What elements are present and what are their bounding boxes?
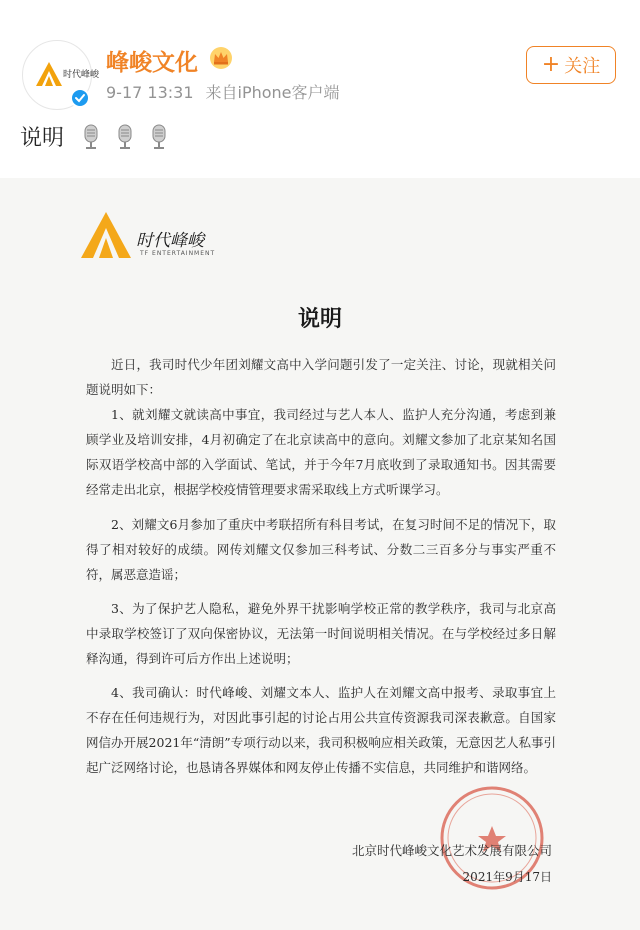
document-paragraph: 4、我司确认：时代峰峻、刘耀文本人、监护人在刘耀文高中报考、录取事宜上不存在任何违规行为，对因此事引起的讨论占用公共宣传资源我司深表歉意。自国家网信办开展2021年“清朗”专项行动以来，我司积极响应相关政策，无意因艺人私事引起广泛网络讨论，也恳请各界媒体和网友停止传播不实信息，共同维护和谐网络。	[86, 685, 556, 775]
post-time: 9-17 13:31	[106, 83, 194, 102]
document-title: 说明	[297, 307, 342, 332]
avatar-brand-text: 时代峰峻	[63, 70, 100, 80]
microphone-icon	[150, 124, 168, 150]
follow-button[interactable]	[526, 46, 616, 84]
signature-organization: 北京时代峰峻文化艺术发展有限公司	[351, 843, 552, 858]
microphone-icon	[82, 124, 100, 150]
author-name[interactable]: 峰峻文化	[106, 50, 198, 76]
statement-document-image[interactable]	[0, 178, 640, 930]
document-paragraph: 3、为了保护艺人隐私，避免外界干扰影响学校正常的教学秩序，我司与北京高中录取学校签订了双向保密协议，无法第一时间说明相关情况。在与学校经过多日解释沟通，得到许可后方作出上述说明；	[86, 601, 556, 666]
document-paragraph: 1、就刘耀文就读高中事宜，我司经过与艺人本人、监护人充分沟通，考虑到兼顾学业及培训安排，4月初确定了在北京读高中的意向。刘耀文参加了北京某知名国际双语学校高中部的入学面试、笔试，并于今年7月底收到了录取通知书。因其需要经常走出北京，根据学校疫情管理要求需采取线上方式听课学习。	[86, 407, 556, 497]
brand-triangle-logo-icon	[35, 61, 63, 87]
verified-badge-icon	[70, 88, 90, 108]
follow-label: 关注	[564, 56, 601, 77]
document-paragraph: 近日，我司时代少年团刘耀文高中入学问题引发了一定关注、讨论，现就相关问题说明如下：	[86, 357, 556, 397]
post-text: 说明	[20, 126, 65, 151]
plus-icon: +	[541, 52, 561, 77]
signature-date: 2021年9月17日	[462, 870, 552, 884]
post-source: 来自iPhone客户端	[205, 83, 340, 102]
crown-badge-icon	[208, 46, 234, 70]
document-paragraph: 2、刘耀文6月参加了重庆中考联招所有科目考试，在复习时间不足的情况下，取得了相对较好的成绩。网传刘耀文仅参加三科考试、分数二三百多分与事实严重不符，属恶意造谣；	[86, 517, 556, 582]
microphone-icon	[116, 124, 134, 150]
document-brand-subtitle: TF ENTERTAINMENT	[140, 250, 216, 257]
document-brand-name: 时代峰峻	[136, 231, 204, 251]
post-meta	[106, 80, 340, 103]
brand-triangle-logo-icon	[80, 210, 132, 260]
